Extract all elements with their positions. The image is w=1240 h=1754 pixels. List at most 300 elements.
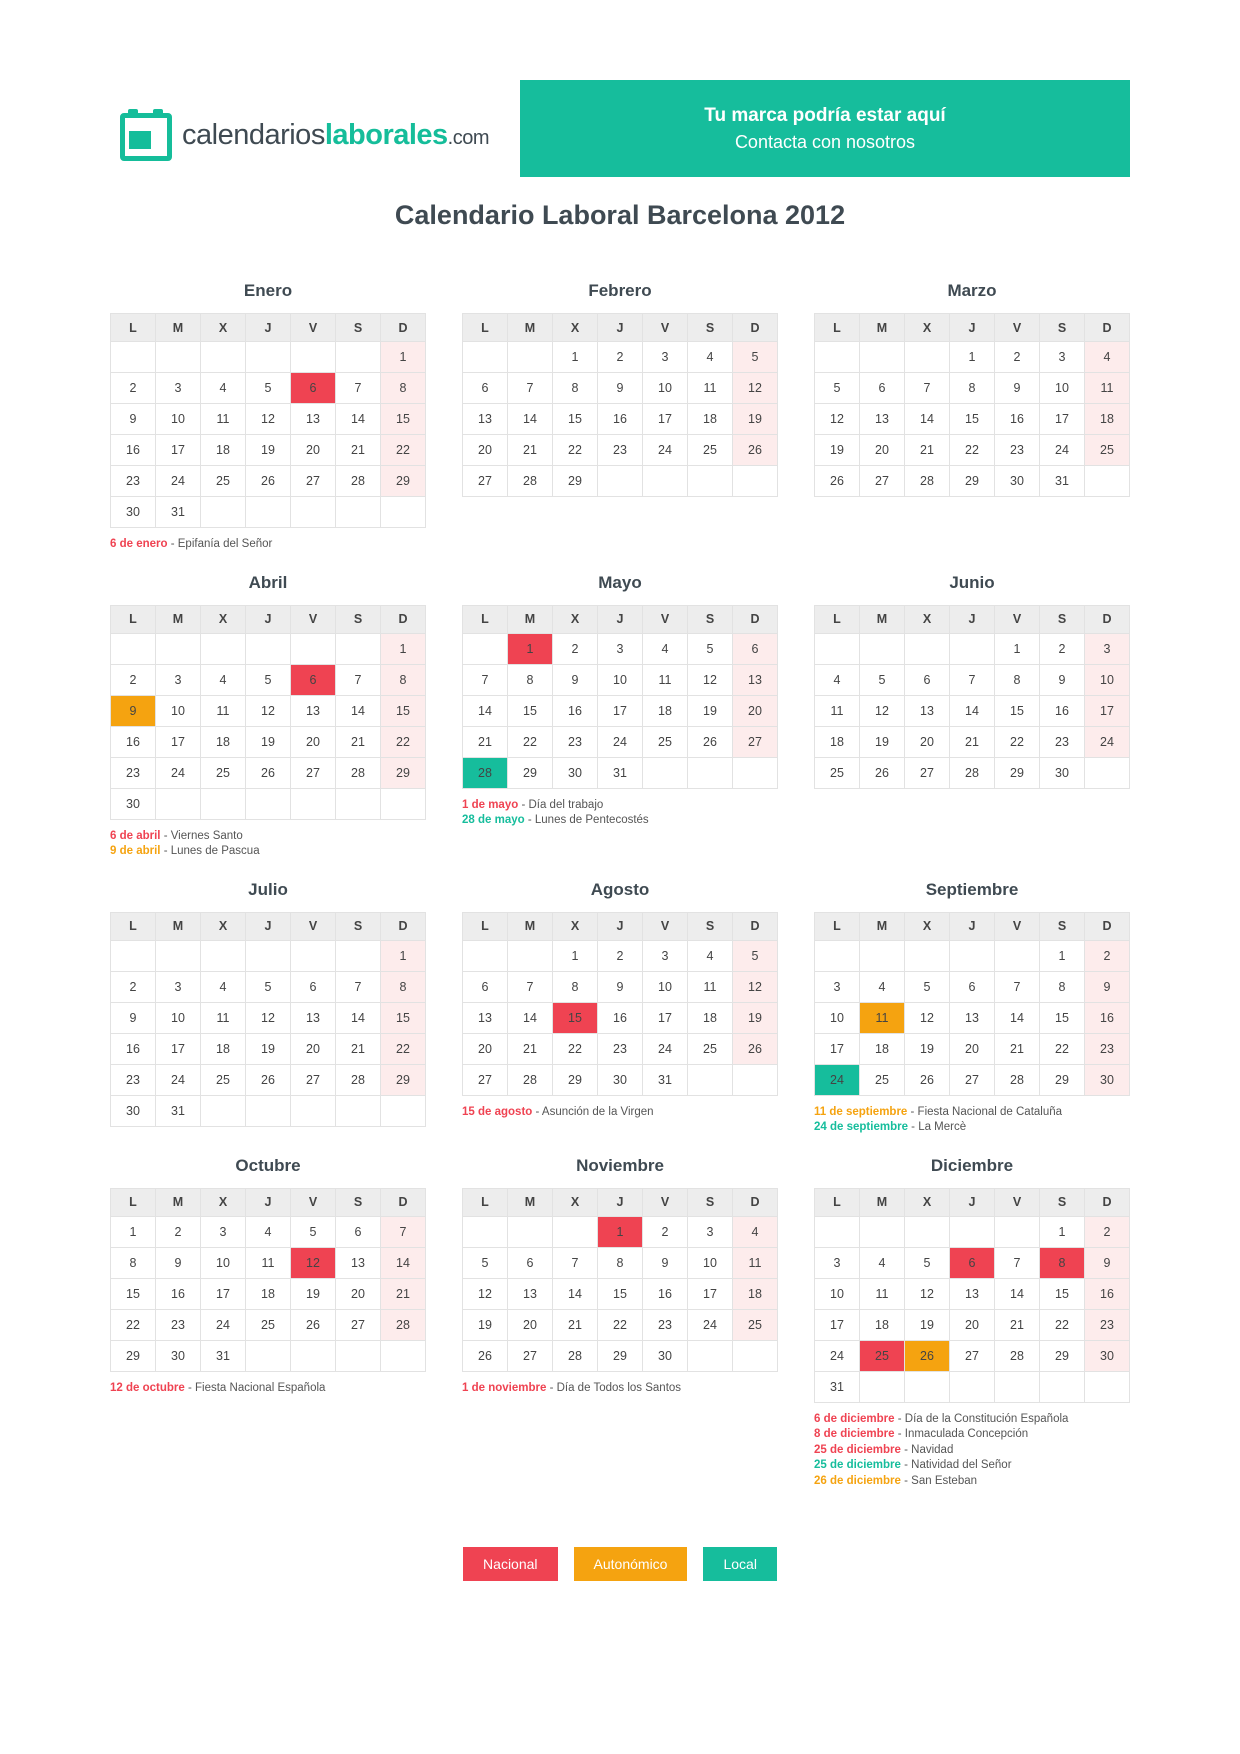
day-cell: 11 (201, 1002, 246, 1033)
day-cell: 26 (905, 1064, 950, 1095)
weekday-header: S (688, 1188, 733, 1216)
day-cell: 22 (553, 1033, 598, 1064)
week-row (463, 1216, 778, 1247)
day-cell: 14 (995, 1278, 1040, 1309)
day-cell: 13 (291, 695, 336, 726)
day-cell: 14 (995, 1002, 1040, 1033)
day-cell: 18 (688, 1002, 733, 1033)
day-cell: 4 (201, 373, 246, 404)
holiday-day-cell: 1 (598, 1216, 643, 1247)
day-cell: 12 (246, 695, 291, 726)
holiday-day-cell: 24 (815, 1064, 860, 1095)
day-cell: 6 (508, 1247, 553, 1278)
month-table (462, 912, 778, 1096)
day-cell: 13 (950, 1278, 995, 1309)
day-cell: 7 (463, 664, 508, 695)
empty-day-cell (860, 1216, 905, 1247)
weekday-header: V (643, 314, 688, 342)
day-cell: 17 (815, 1309, 860, 1340)
day-cell: 9 (995, 373, 1040, 404)
weekday-header: V (291, 314, 336, 342)
day-cell: 5 (905, 1247, 950, 1278)
day-cell: 4 (643, 633, 688, 664)
day-cell: 15 (1040, 1002, 1085, 1033)
week-row (111, 1278, 426, 1309)
day-cell: 1 (1040, 1216, 1085, 1247)
day-cell: 22 (508, 726, 553, 757)
holiday-note-date: 6 de enero (110, 538, 168, 550)
holiday-note-date: 8 de diciembre (814, 1428, 895, 1441)
site-logo[interactable] (110, 80, 510, 190)
day-cell: 12 (905, 1002, 950, 1033)
weekday-header: J (950, 314, 995, 342)
day-cell: 18 (201, 726, 246, 757)
day-cell: 21 (336, 435, 381, 466)
day-cell: 30 (111, 497, 156, 528)
empty-day-cell (381, 1095, 426, 1126)
weekday-header: D (381, 605, 426, 633)
week-row (111, 497, 426, 528)
legend-autonomico[interactable]: Autonómico (574, 1547, 688, 1581)
day-cell: 10 (1040, 373, 1085, 404)
weekday-header: L (463, 314, 508, 342)
day-cell: 1 (553, 940, 598, 971)
day-cell: 4 (860, 971, 905, 1002)
day-cell: 22 (381, 1033, 426, 1064)
empty-day-cell (463, 940, 508, 971)
empty-day-cell (733, 466, 778, 497)
empty-day-cell (246, 1340, 291, 1371)
day-cell: 11 (1085, 373, 1130, 404)
weekday-header: M (860, 1188, 905, 1216)
holiday-note (814, 1412, 1130, 1428)
ad-banner[interactable] (520, 80, 1130, 177)
legend-local[interactable]: Local (703, 1547, 776, 1581)
holiday-day-cell: 6 (291, 664, 336, 695)
weekday-header: V (995, 605, 1040, 633)
week-row (815, 466, 1130, 497)
day-cell: 5 (291, 1216, 336, 1247)
day-cell: 9 (1040, 664, 1085, 695)
weekday-header: J (950, 912, 995, 940)
weekday-header: S (336, 1188, 381, 1216)
week-row (815, 404, 1130, 435)
day-cell: 7 (553, 1247, 598, 1278)
day-cell: 12 (860, 695, 905, 726)
holiday-note (814, 1105, 1130, 1121)
day-cell: 23 (995, 435, 1040, 466)
weekday-header: V (291, 605, 336, 633)
weekday-header: M (508, 1188, 553, 1216)
month-table (814, 1188, 1130, 1403)
day-cell: 25 (688, 1033, 733, 1064)
day-cell: 24 (1040, 435, 1085, 466)
week-row (815, 757, 1130, 788)
empty-day-cell (336, 342, 381, 373)
empty-day-cell (381, 788, 426, 819)
day-cell: 27 (291, 757, 336, 788)
week-row (815, 1340, 1130, 1371)
day-cell: 3 (156, 373, 201, 404)
day-cell: 9 (643, 1247, 688, 1278)
day-cell: 13 (508, 1278, 553, 1309)
empty-day-cell (463, 1216, 508, 1247)
day-cell: 18 (246, 1278, 291, 1309)
day-cell: 13 (291, 1002, 336, 1033)
month-block (462, 870, 778, 1136)
legend-nacional[interactable]: Nacional (463, 1547, 557, 1581)
day-cell: 24 (598, 726, 643, 757)
weekday-header: J (246, 605, 291, 633)
day-cell: 15 (508, 695, 553, 726)
week-row (463, 1033, 778, 1064)
week-row (463, 726, 778, 757)
day-cell: 11 (643, 664, 688, 695)
day-cell: 23 (1085, 1309, 1130, 1340)
weekday-header: M (508, 912, 553, 940)
empty-day-cell (508, 940, 553, 971)
day-cell: 18 (860, 1033, 905, 1064)
month-block (462, 1146, 778, 1490)
day-cell: 11 (688, 971, 733, 1002)
holiday-day-cell: 1 (508, 633, 553, 664)
day-cell: 28 (995, 1064, 1040, 1095)
weekday-header: V (995, 912, 1040, 940)
day-cell: 26 (246, 757, 291, 788)
empty-day-cell (291, 940, 336, 971)
empty-day-cell (950, 633, 995, 664)
holiday-note (814, 1443, 1130, 1459)
month-table (110, 1188, 426, 1372)
empty-day-cell (291, 788, 336, 819)
day-cell: 13 (950, 1002, 995, 1033)
empty-day-cell (156, 633, 201, 664)
weekday-header: L (111, 912, 156, 940)
holiday-note-text: - Epifanía del Señor (167, 538, 273, 550)
holiday-note-date: 6 de diciembre (814, 1412, 895, 1425)
day-cell: 21 (905, 435, 950, 466)
holiday-notes (462, 798, 778, 829)
empty-day-cell (995, 1216, 1040, 1247)
empty-day-cell (463, 633, 508, 664)
day-cell: 5 (463, 1247, 508, 1278)
day-cell: 23 (111, 1064, 156, 1095)
week-row (815, 1216, 1130, 1247)
day-cell: 12 (246, 1002, 291, 1033)
day-cell: 26 (860, 757, 905, 788)
week-row (463, 1278, 778, 1309)
empty-day-cell (381, 1340, 426, 1371)
day-cell: 6 (733, 633, 778, 664)
week-row (111, 1033, 426, 1064)
day-cell: 23 (598, 1033, 643, 1064)
week-row (815, 695, 1130, 726)
week-row (815, 726, 1130, 757)
day-cell: 10 (815, 1002, 860, 1033)
month-block (110, 271, 426, 553)
day-cell: 29 (553, 466, 598, 497)
day-cell: 30 (1085, 1064, 1130, 1095)
day-cell: 23 (1040, 726, 1085, 757)
empty-day-cell (291, 1340, 336, 1371)
weekday-header: X (905, 605, 950, 633)
empty-day-cell (860, 342, 905, 373)
day-cell: 28 (508, 1064, 553, 1095)
day-cell: 21 (508, 1033, 553, 1064)
day-cell: 15 (381, 695, 426, 726)
day-cell: 9 (1085, 971, 1130, 1002)
day-cell: 15 (950, 404, 995, 435)
weekday-header: S (336, 605, 381, 633)
holiday-note (462, 1381, 778, 1397)
day-cell: 30 (156, 1340, 201, 1371)
day-cell: 13 (336, 1247, 381, 1278)
day-cell: 26 (815, 466, 860, 497)
empty-day-cell (995, 940, 1040, 971)
week-row (815, 940, 1130, 971)
day-cell: 29 (553, 1064, 598, 1095)
month-table (814, 912, 1130, 1096)
day-cell: 23 (598, 435, 643, 466)
day-cell: 27 (463, 1064, 508, 1095)
day-cell: 19 (246, 435, 291, 466)
weekday-header: L (111, 314, 156, 342)
day-cell: 13 (463, 404, 508, 435)
day-cell: 26 (733, 1033, 778, 1064)
weekday-header: X (905, 912, 950, 940)
day-cell: 8 (950, 373, 995, 404)
empty-day-cell (111, 633, 156, 664)
day-cell: 29 (381, 757, 426, 788)
empty-day-cell (336, 633, 381, 664)
day-cell: 16 (111, 435, 156, 466)
weekday-header: J (598, 1188, 643, 1216)
day-cell: 25 (1085, 435, 1130, 466)
day-cell: 20 (950, 1309, 995, 1340)
day-cell: 31 (1040, 466, 1085, 497)
empty-day-cell (1085, 757, 1130, 788)
day-cell: 24 (156, 757, 201, 788)
day-cell: 7 (381, 1216, 426, 1247)
day-cell: 6 (950, 971, 995, 1002)
holiday-note-date: 24 de septiembre (814, 1121, 908, 1134)
month-block (110, 563, 426, 860)
day-cell: 20 (463, 1033, 508, 1064)
day-cell: 17 (1085, 695, 1130, 726)
day-cell: 27 (291, 1064, 336, 1095)
week-row (463, 940, 778, 971)
ad-banner-line2: Contacta con nosotros (734, 131, 916, 152)
weekday-header: L (815, 1188, 860, 1216)
day-cell: 17 (156, 726, 201, 757)
weekday-header: M (156, 912, 201, 940)
week-row (815, 1002, 1130, 1033)
week-row (463, 1064, 778, 1095)
day-cell: 2 (111, 373, 156, 404)
weekday-header: M (156, 605, 201, 633)
day-cell: 10 (643, 373, 688, 404)
day-cell: 5 (860, 664, 905, 695)
holiday-notes (110, 829, 426, 860)
day-cell: 19 (815, 435, 860, 466)
day-cell: 13 (463, 1002, 508, 1033)
empty-day-cell (111, 342, 156, 373)
day-cell: 6 (291, 971, 336, 1002)
weekday-header: S (1040, 912, 1085, 940)
holiday-note-date: 11 de septiembre (814, 1105, 908, 1118)
week-row (111, 1340, 426, 1371)
month-block (462, 271, 778, 553)
day-cell: 22 (1040, 1033, 1085, 1064)
day-cell: 5 (246, 664, 291, 695)
day-cell: 14 (381, 1247, 426, 1278)
day-cell: 24 (156, 1064, 201, 1095)
day-cell: 5 (733, 342, 778, 373)
empty-day-cell (201, 788, 246, 819)
empty-day-cell (336, 497, 381, 528)
day-cell: 21 (508, 435, 553, 466)
day-cell: 23 (1085, 1033, 1130, 1064)
day-cell: 29 (381, 466, 426, 497)
week-row (111, 1064, 426, 1095)
weekday-header: D (733, 912, 778, 940)
weekday-header: X (553, 1188, 598, 1216)
holiday-day-cell: 15 (553, 1002, 598, 1033)
day-cell: 18 (733, 1278, 778, 1309)
month-block (814, 271, 1130, 553)
holiday-note-text: - Lunes de Pascua (160, 845, 260, 858)
day-cell: 30 (111, 788, 156, 819)
month-table (110, 912, 426, 1127)
week-row (463, 757, 778, 788)
day-cell: 17 (598, 695, 643, 726)
day-cell: 12 (815, 404, 860, 435)
holiday-note-date: 1 de noviembre (462, 1381, 547, 1394)
holiday-note (110, 844, 426, 860)
week-row (463, 664, 778, 695)
empty-day-cell (246, 1095, 291, 1126)
day-cell: 4 (815, 664, 860, 695)
holiday-note-text: - Viernes Santo (160, 829, 243, 842)
day-cell: 31 (201, 1340, 246, 1371)
day-cell: 26 (246, 1064, 291, 1095)
weekday-header: V (291, 912, 336, 940)
holiday-note (814, 1474, 1130, 1490)
holiday-note-date: 1 de mayo (462, 798, 519, 811)
empty-day-cell (860, 1371, 905, 1402)
weekday-header: M (860, 605, 905, 633)
calendar-logo-icon (120, 109, 172, 161)
day-cell: 18 (815, 726, 860, 757)
empty-day-cell (246, 497, 291, 528)
day-cell: 26 (463, 1340, 508, 1371)
week-row (815, 971, 1130, 1002)
day-cell: 27 (291, 466, 336, 497)
day-cell: 19 (733, 1002, 778, 1033)
week-row (111, 695, 426, 726)
day-cell: 11 (201, 695, 246, 726)
holiday-day-cell: 6 (950, 1247, 995, 1278)
day-cell: 1 (995, 633, 1040, 664)
day-cell: 12 (733, 373, 778, 404)
day-cell: 6 (463, 373, 508, 404)
day-cell: 2 (598, 342, 643, 373)
holiday-note (814, 1427, 1130, 1443)
day-cell: 19 (860, 726, 905, 757)
day-cell: 8 (598, 1247, 643, 1278)
day-cell: 3 (643, 940, 688, 971)
day-cell: 20 (733, 695, 778, 726)
day-cell: 22 (553, 435, 598, 466)
day-cell: 14 (463, 695, 508, 726)
day-cell: 16 (553, 695, 598, 726)
empty-day-cell (688, 757, 733, 788)
weekday-header: X (201, 314, 246, 342)
week-row (463, 466, 778, 497)
day-cell: 11 (688, 373, 733, 404)
empty-day-cell (508, 1216, 553, 1247)
day-cell: 22 (381, 435, 426, 466)
day-cell: 21 (381, 1278, 426, 1309)
weekday-header: D (733, 1188, 778, 1216)
week-row (463, 633, 778, 664)
empty-day-cell (688, 1064, 733, 1095)
day-cell: 8 (995, 664, 1040, 695)
weekday-header: D (1085, 1188, 1130, 1216)
day-cell: 9 (553, 664, 598, 695)
day-cell: 30 (111, 1095, 156, 1126)
empty-day-cell (995, 1371, 1040, 1402)
day-cell: 25 (733, 1309, 778, 1340)
day-cell: 17 (688, 1278, 733, 1309)
day-cell: 9 (598, 971, 643, 1002)
day-cell: 8 (381, 971, 426, 1002)
week-row (463, 435, 778, 466)
month-block (110, 870, 426, 1136)
day-cell: 14 (336, 1002, 381, 1033)
day-cell: 19 (246, 1033, 291, 1064)
day-cell: 11 (733, 1247, 778, 1278)
day-cell: 18 (688, 404, 733, 435)
weekday-header: V (643, 912, 688, 940)
day-cell: 31 (156, 497, 201, 528)
holiday-day-cell: 25 (860, 1340, 905, 1371)
weekday-header: M (860, 314, 905, 342)
day-cell: 13 (733, 664, 778, 695)
day-cell: 1 (381, 940, 426, 971)
weekday-header: L (815, 605, 860, 633)
day-cell: 24 (1085, 726, 1130, 757)
week-row (815, 373, 1130, 404)
empty-day-cell (733, 1064, 778, 1095)
week-row (111, 633, 426, 664)
empty-day-cell (246, 788, 291, 819)
empty-day-cell (1085, 466, 1130, 497)
day-cell: 17 (156, 1033, 201, 1064)
weekday-header: S (688, 605, 733, 633)
day-cell: 10 (156, 404, 201, 435)
day-cell: 31 (598, 757, 643, 788)
day-cell: 14 (905, 404, 950, 435)
holiday-note (462, 798, 778, 814)
holiday-note (110, 829, 426, 845)
weekday-header: S (336, 314, 381, 342)
weekday-header: S (688, 314, 733, 342)
day-cell: 5 (905, 971, 950, 1002)
day-cell: 27 (950, 1340, 995, 1371)
empty-day-cell (815, 633, 860, 664)
day-cell: 3 (1040, 342, 1085, 373)
